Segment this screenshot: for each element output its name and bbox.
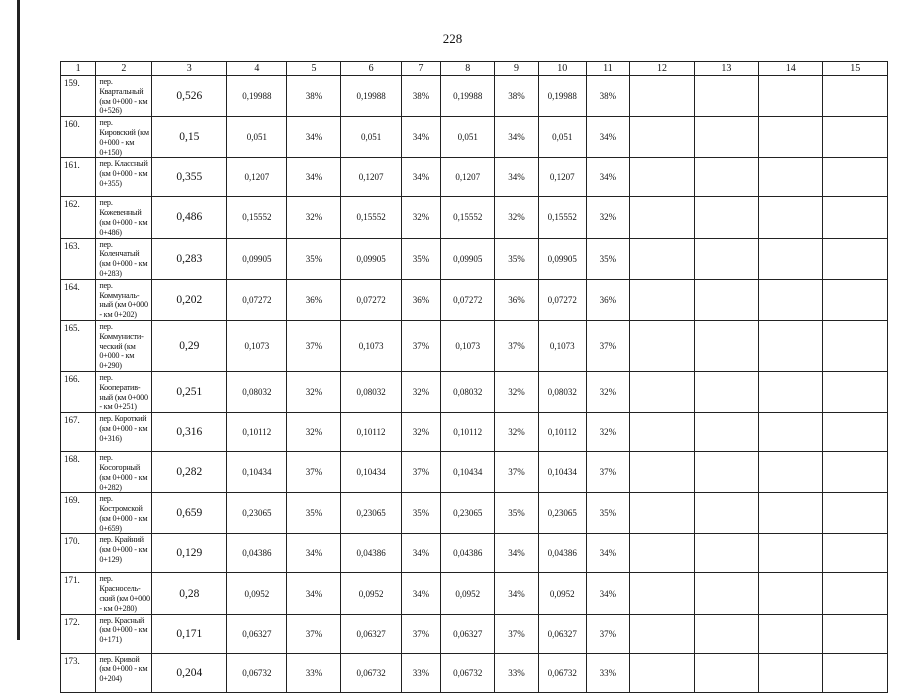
empty-cell (823, 371, 888, 412)
value-cell: 0,1207 (341, 158, 401, 197)
empty-cell (759, 279, 823, 320)
percent-cell: 32% (401, 413, 440, 452)
percent-cell: 37% (287, 452, 341, 493)
road-data-table (60, 61, 888, 693)
value-cell: 0,051 (538, 117, 586, 158)
value-cell: 0,19988 (341, 76, 401, 117)
value-cell: 0,15552 (227, 197, 287, 238)
empty-cell (630, 614, 694, 653)
empty-cell (694, 493, 758, 534)
road-length: 0,15 (152, 117, 227, 158)
table-body (61, 76, 888, 693)
value-cell: 0,0952 (341, 573, 401, 614)
empty-cell (823, 413, 888, 452)
percent-cell: 37% (401, 320, 440, 371)
percent-cell: 35% (287, 238, 341, 279)
value-cell: 0,0952 (441, 573, 495, 614)
empty-cell (694, 197, 758, 238)
row-number: 166. (61, 371, 96, 412)
column-header: 1 (61, 62, 96, 76)
road-length: 0,355 (152, 158, 227, 197)
value-cell: 0,1207 (227, 158, 287, 197)
percent-cell: 34% (401, 573, 440, 614)
road-length: 0,171 (152, 614, 227, 653)
column-number-row (61, 62, 888, 76)
street-name: пер. Коленчатый (км 0+000 - км 0+283) (96, 238, 152, 279)
percent-cell: 34% (287, 117, 341, 158)
street-name: пер. Косогорный (км 0+000 - км 0+282) (96, 452, 152, 493)
road-length: 0,129 (152, 534, 227, 573)
value-cell: 0,08032 (538, 371, 586, 412)
empty-cell (823, 653, 888, 692)
column-header: 11 (586, 62, 630, 76)
value-cell: 0,15552 (341, 197, 401, 238)
row-number: 160. (61, 117, 96, 158)
percent-cell: 34% (495, 117, 539, 158)
value-cell: 0,19988 (538, 76, 586, 117)
value-cell: 0,0952 (227, 573, 287, 614)
value-cell: 0,19988 (441, 76, 495, 117)
column-header: 4 (227, 62, 287, 76)
percent-cell: 37% (586, 320, 630, 371)
value-cell: 0,07272 (441, 279, 495, 320)
empty-cell (759, 573, 823, 614)
value-cell: 0,07272 (538, 279, 586, 320)
percent-cell: 32% (495, 197, 539, 238)
value-cell: 0,04386 (538, 534, 586, 573)
value-cell: 0,08032 (227, 371, 287, 412)
percent-cell: 33% (586, 653, 630, 692)
street-name: пер. Кооператив-ный (км 0+000 - км 0+251) (96, 371, 152, 412)
row-number: 159. (61, 76, 96, 117)
value-cell: 0,051 (341, 117, 401, 158)
percent-cell: 36% (586, 279, 630, 320)
value-cell: 0,10112 (341, 413, 401, 452)
percent-cell: 32% (401, 197, 440, 238)
empty-cell (630, 534, 694, 573)
row-number: 168. (61, 452, 96, 493)
percent-cell: 37% (495, 320, 539, 371)
value-cell: 0,06327 (538, 614, 586, 653)
percent-cell: 32% (495, 371, 539, 412)
street-name: пер. Коммуналь-ный (км 0+000 - км 0+202) (96, 279, 152, 320)
road-length: 0,251 (152, 371, 227, 412)
empty-cell (823, 279, 888, 320)
column-header: 14 (759, 62, 823, 76)
empty-cell (694, 371, 758, 412)
row-number: 173. (61, 653, 96, 692)
table-row (61, 197, 888, 238)
percent-cell: 37% (401, 452, 440, 493)
percent-cell: 32% (287, 413, 341, 452)
percent-cell: 34% (586, 534, 630, 573)
empty-cell (823, 117, 888, 158)
table-row (61, 413, 888, 452)
percent-cell: 38% (287, 76, 341, 117)
empty-cell (823, 452, 888, 493)
empty-cell (630, 76, 694, 117)
value-cell: 0,23065 (341, 493, 401, 534)
empty-cell (630, 493, 694, 534)
empty-cell (630, 653, 694, 692)
value-cell: 0,06732 (227, 653, 287, 692)
value-cell: 0,051 (441, 117, 495, 158)
value-cell: 0,06327 (227, 614, 287, 653)
value-cell: 0,07272 (341, 279, 401, 320)
empty-cell (694, 653, 758, 692)
percent-cell: 38% (495, 76, 539, 117)
empty-cell (759, 238, 823, 279)
table-row (61, 158, 888, 197)
percent-cell: 34% (287, 573, 341, 614)
value-cell: 0,1073 (341, 320, 401, 371)
value-cell: 0,10434 (441, 452, 495, 493)
value-cell: 0,1073 (538, 320, 586, 371)
empty-cell (759, 197, 823, 238)
percent-cell: 33% (287, 653, 341, 692)
value-cell: 0,19988 (227, 76, 287, 117)
empty-cell (823, 573, 888, 614)
percent-cell: 32% (586, 413, 630, 452)
row-number: 171. (61, 573, 96, 614)
table-row (61, 614, 888, 653)
value-cell: 0,06732 (341, 653, 401, 692)
value-cell: 0,08032 (441, 371, 495, 412)
column-header: 2 (96, 62, 152, 76)
row-number: 165. (61, 320, 96, 371)
percent-cell: 37% (401, 614, 440, 653)
column-header: 5 (287, 62, 341, 76)
value-cell: 0,09905 (441, 238, 495, 279)
empty-cell (694, 279, 758, 320)
empty-cell (759, 76, 823, 117)
column-header: 3 (152, 62, 227, 76)
percent-cell: 35% (586, 493, 630, 534)
percent-cell: 36% (495, 279, 539, 320)
empty-cell (823, 534, 888, 573)
percent-cell: 37% (287, 320, 341, 371)
empty-cell (759, 413, 823, 452)
percent-cell: 32% (401, 371, 440, 412)
empty-cell (823, 197, 888, 238)
empty-cell (759, 158, 823, 197)
empty-cell (694, 452, 758, 493)
street-name: пер. Красный (км 0+000 - км 0+171) (96, 614, 152, 653)
row-number: 161. (61, 158, 96, 197)
road-length: 0,29 (152, 320, 227, 371)
table-row (61, 279, 888, 320)
street-name: пер. Красносель-ский (км 0+000 - км 0+280) (96, 573, 152, 614)
street-name: пер. Кривой (км 0+000 - км 0+204) (96, 653, 152, 692)
column-header: 7 (401, 62, 440, 76)
empty-cell (823, 493, 888, 534)
percent-cell: 37% (287, 614, 341, 653)
percent-cell: 36% (401, 279, 440, 320)
value-cell: 0,06732 (441, 653, 495, 692)
road-length: 0,282 (152, 452, 227, 493)
street-name: пер. Крайний (км 0+000 - км 0+129) (96, 534, 152, 573)
row-number: 169. (61, 493, 96, 534)
street-name: пер. Кожевенный (км 0+000 - км 0+486) (96, 197, 152, 238)
percent-cell: 32% (287, 197, 341, 238)
percent-cell: 34% (401, 117, 440, 158)
empty-cell (759, 653, 823, 692)
road-length: 0,526 (152, 76, 227, 117)
value-cell: 0,15552 (538, 197, 586, 238)
empty-cell (630, 279, 694, 320)
value-cell: 0,23065 (538, 493, 586, 534)
row-number: 164. (61, 279, 96, 320)
table-row (61, 653, 888, 692)
column-header: 13 (694, 62, 758, 76)
empty-cell (630, 573, 694, 614)
value-cell: 0,04386 (441, 534, 495, 573)
empty-cell (694, 534, 758, 573)
empty-cell (759, 534, 823, 573)
value-cell: 0,1207 (441, 158, 495, 197)
empty-cell (823, 614, 888, 653)
percent-cell: 35% (401, 238, 440, 279)
empty-cell (630, 371, 694, 412)
value-cell: 0,1073 (441, 320, 495, 371)
percent-cell: 32% (287, 371, 341, 412)
empty-cell (759, 614, 823, 653)
empty-cell (630, 320, 694, 371)
percent-cell: 34% (495, 534, 539, 573)
column-header: 6 (341, 62, 401, 76)
percent-cell: 36% (287, 279, 341, 320)
percent-cell: 34% (586, 158, 630, 197)
value-cell: 0,04386 (341, 534, 401, 573)
binding-margin-line (17, 0, 20, 640)
empty-cell (823, 320, 888, 371)
value-cell: 0,09905 (538, 238, 586, 279)
empty-cell (694, 238, 758, 279)
table-row (61, 117, 888, 158)
empty-cell (759, 452, 823, 493)
empty-cell (823, 76, 888, 117)
empty-cell (694, 413, 758, 452)
column-header: 9 (495, 62, 539, 76)
table-row (61, 371, 888, 412)
value-cell: 0,06327 (441, 614, 495, 653)
empty-cell (694, 320, 758, 371)
value-cell: 0,10112 (441, 413, 495, 452)
page-number: 228 (442, 31, 463, 46)
value-cell: 0,09905 (341, 238, 401, 279)
percent-cell: 34% (586, 573, 630, 614)
road-length: 0,204 (152, 653, 227, 692)
empty-cell (694, 158, 758, 197)
table-row (61, 573, 888, 614)
percent-cell: 34% (495, 158, 539, 197)
value-cell: 0,1207 (538, 158, 586, 197)
column-header: 8 (441, 62, 495, 76)
percent-cell: 38% (401, 76, 440, 117)
value-cell: 0,0952 (538, 573, 586, 614)
value-cell: 0,06732 (538, 653, 586, 692)
empty-cell (759, 320, 823, 371)
percent-cell: 32% (586, 371, 630, 412)
road-length: 0,659 (152, 493, 227, 534)
percent-cell: 35% (586, 238, 630, 279)
empty-cell (823, 238, 888, 279)
road-length: 0,283 (152, 238, 227, 279)
empty-cell (759, 493, 823, 534)
street-name: пер. Квартальный (км 0+000 - км 0+526) (96, 76, 152, 117)
empty-cell (694, 614, 758, 653)
percent-cell: 35% (287, 493, 341, 534)
percent-cell: 37% (586, 452, 630, 493)
value-cell: 0,23065 (441, 493, 495, 534)
table-row (61, 534, 888, 573)
table-row (61, 238, 888, 279)
value-cell: 0,10112 (538, 413, 586, 452)
empty-cell (823, 158, 888, 197)
street-name: пер. Коммунисти-ческий (км 0+000 - км 0+290) (96, 320, 152, 371)
empty-cell (630, 238, 694, 279)
value-cell: 0,09905 (227, 238, 287, 279)
column-header: 15 (823, 62, 888, 76)
value-cell: 0,10434 (538, 452, 586, 493)
value-cell: 0,1073 (227, 320, 287, 371)
percent-cell: 35% (495, 238, 539, 279)
column-header: 12 (630, 62, 694, 76)
value-cell: 0,10112 (227, 413, 287, 452)
percent-cell: 37% (586, 614, 630, 653)
percent-cell: 34% (287, 534, 341, 573)
value-cell: 0,08032 (341, 371, 401, 412)
empty-cell (630, 117, 694, 158)
row-number: 167. (61, 413, 96, 452)
empty-cell (694, 573, 758, 614)
value-cell: 0,10434 (227, 452, 287, 493)
value-cell: 0,15552 (441, 197, 495, 238)
row-number: 172. (61, 614, 96, 653)
percent-cell: 37% (495, 452, 539, 493)
empty-cell (694, 117, 758, 158)
percent-cell: 33% (495, 653, 539, 692)
value-cell: 0,04386 (227, 534, 287, 573)
percent-cell: 38% (586, 76, 630, 117)
percent-cell: 32% (495, 413, 539, 452)
percent-cell: 34% (586, 117, 630, 158)
value-cell: 0,10434 (341, 452, 401, 493)
empty-cell (630, 413, 694, 452)
table-row (61, 493, 888, 534)
percent-cell: 33% (401, 653, 440, 692)
percent-cell: 32% (586, 197, 630, 238)
empty-cell (759, 117, 823, 158)
street-name: пер. Классный (км 0+000 - км 0+355) (96, 158, 152, 197)
table-row (61, 452, 888, 493)
row-number: 162. (61, 197, 96, 238)
street-name: пер. Кировский (км 0+000 - км 0+150) (96, 117, 152, 158)
empty-cell (694, 76, 758, 117)
value-cell: 0,051 (227, 117, 287, 158)
street-name: пер. Короткий (км 0+000 - км 0+316) (96, 413, 152, 452)
value-cell: 0,06327 (341, 614, 401, 653)
row-number: 170. (61, 534, 96, 573)
empty-cell (630, 197, 694, 238)
road-length: 0,486 (152, 197, 227, 238)
percent-cell: 34% (287, 158, 341, 197)
empty-cell (630, 452, 694, 493)
percent-cell: 37% (495, 614, 539, 653)
street-name: пер. Костромской (км 0+000 - км 0+659) (96, 493, 152, 534)
value-cell: 0,23065 (227, 493, 287, 534)
empty-cell (630, 158, 694, 197)
value-cell: 0,07272 (227, 279, 287, 320)
road-length: 0,202 (152, 279, 227, 320)
percent-cell: 35% (495, 493, 539, 534)
road-length: 0,316 (152, 413, 227, 452)
percent-cell: 34% (401, 158, 440, 197)
empty-cell (759, 371, 823, 412)
percent-cell: 34% (401, 534, 440, 573)
percent-cell: 34% (495, 573, 539, 614)
column-header: 10 (538, 62, 586, 76)
road-length: 0,28 (152, 573, 227, 614)
percent-cell: 35% (401, 493, 440, 534)
table-row (61, 320, 888, 371)
row-number: 163. (61, 238, 96, 279)
table-row (61, 76, 888, 117)
